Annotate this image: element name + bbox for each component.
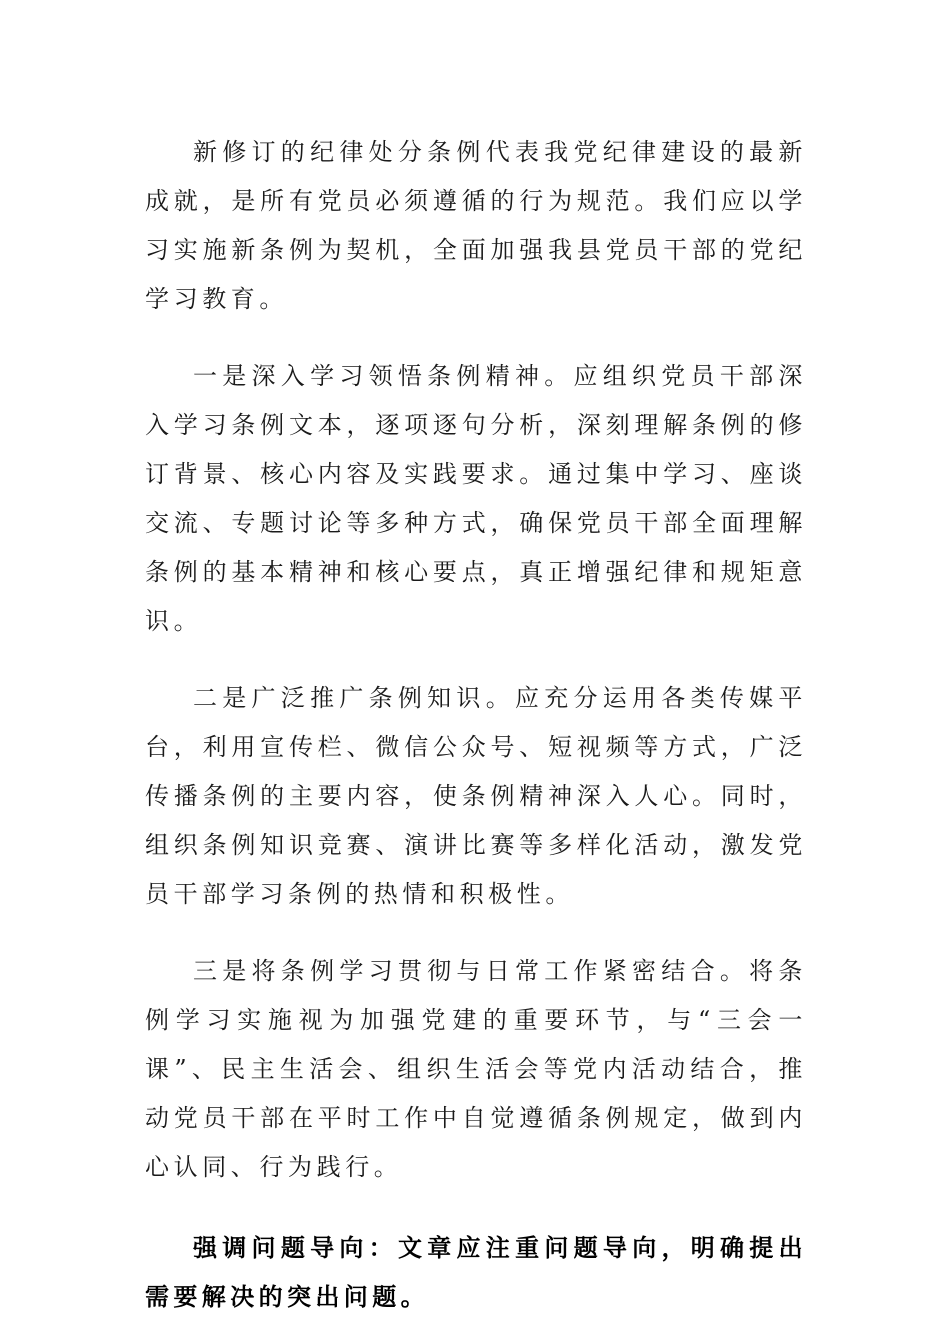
- point-three-paragraph: 三是将条例学习贯彻与日常工作紧密结合。将条例学习实施视为加强党建的重要环节，与“三会一课”、民主生活会、组织生活会等党内活动结合，推动党员干部在平时工作中自觉遵循条例规定，做到内心认同、行为践行。: [145, 957, 807, 1181]
- point-one-paragraph: 一是深入学习领悟条例精神。应组织党员干部深入学习条例文本，逐项逐句分析，深刻理解条例的修订背景、核心内容及实践要求。通过集中学习、座谈交流、专题讨论等多种方式，确保党员干部全面理解条例的基本精神和核心要点，真正增强纪律和规矩意识。: [145, 362, 807, 635]
- emphasis-paragraph: 强调问题导向：文章应注重问题导向，明确提出需要解决的突出问题。: [145, 1234, 807, 1311]
- intro-paragraph: 新修订的纪律处分条例代表我党纪律建设的最新成就，是所有党员必须遵循的行为规范。我们应以学习实施新条例为契机，全面加强我县党员干部的党纪学习教育。: [145, 138, 807, 313]
- document-body: [145, 128, 807, 1322]
- point-two-paragraph: 二是广泛推广条例知识。应充分运用各类传媒平台，利用宣传栏、微信公众号、短视频等方式，广泛传播条例的主要内容，使条例精神深入人心。同时，组织条例知识竞赛、演讲比赛等多样化活动，激发党员干部学习条例的热情和积极性。: [145, 684, 807, 908]
